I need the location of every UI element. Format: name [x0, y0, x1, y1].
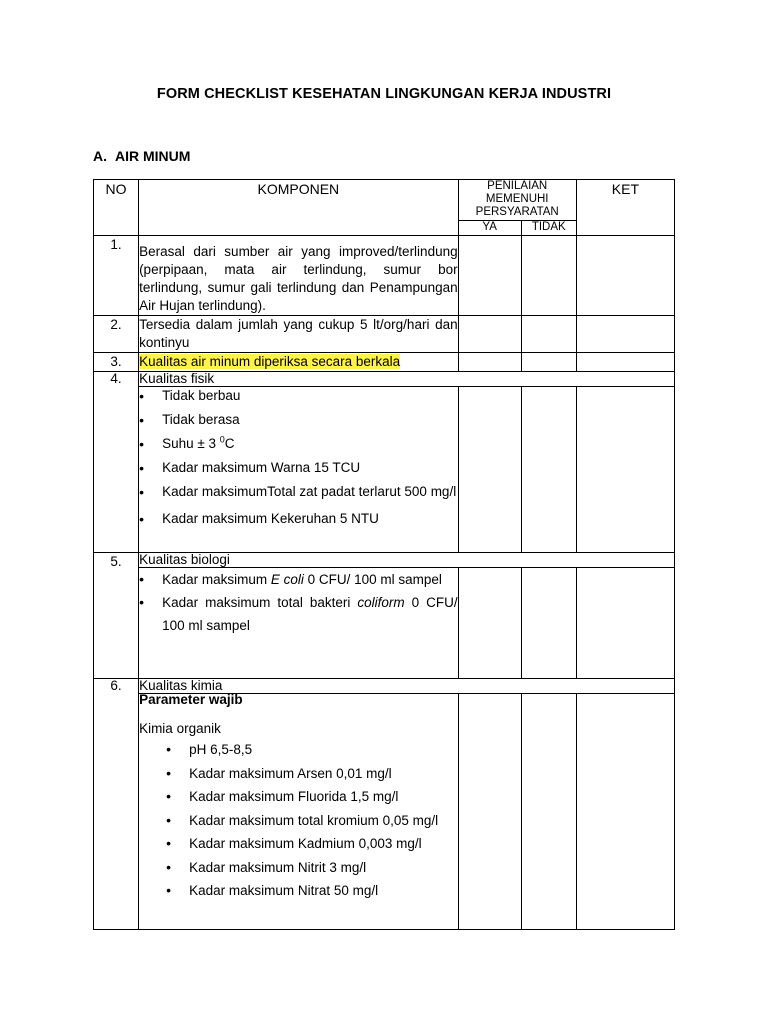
italic-term: E coli: [270, 572, 304, 587]
ket-cell[interactable]: [576, 316, 674, 353]
list-item: • Kadar maksimum Arsen 0,01 mg/l: [166, 762, 458, 786]
list-item: • Kadar maksimumTotal zat padat terlarut 500 mg/l: [139, 480, 458, 504]
row-heading: Kualitas fisik: [139, 372, 675, 387]
ket-cell[interactable]: [576, 387, 674, 553]
group-label: Kimia organik: [139, 721, 221, 736]
row-komponen: [139, 387, 459, 553]
check-ya-cell[interactable]: [458, 316, 521, 353]
fisik-list: [139, 387, 458, 528]
check-tidak-cell[interactable]: [521, 353, 576, 372]
row-komponen: [139, 353, 459, 372]
text-run: 0 CFU/ 100 ml sampel: [303, 572, 442, 587]
row-heading: Kualitas biologi: [139, 553, 675, 568]
header-ya: YA: [458, 221, 521, 236]
ket-cell[interactable]: [576, 353, 674, 372]
list-item: • Kadar maksimum Kadmium 0,003 mg/l: [166, 832, 458, 856]
row-number: 2.: [94, 316, 139, 353]
biologi-list: [139, 568, 458, 637]
ket-cell[interactable]: [576, 694, 674, 930]
text-run: 0 CFU/ 100 ml sampel: [162, 595, 458, 633]
check-tidak-cell[interactable]: [521, 387, 576, 553]
section-letter: A.: [93, 148, 107, 164]
list-item: • Tidak berasa: [139, 411, 458, 429]
list-item: • pH 6,5-8,5: [166, 738, 458, 762]
checklist-table: [93, 179, 675, 930]
row-number: 1.: [94, 236, 139, 316]
komponen-text: Berasal dari sumber air yang improved/terlindung (perpipaan, mata air terlindung, sumur bor terlindung, sumur gali terlindung dan Penampungan Air Hujan terlindung).: [139, 244, 458, 313]
list-item: [139, 435, 458, 453]
list-item: • Kadar maksimum total kromium 0,05 mg/l: [166, 809, 458, 833]
text-run: Kadar maksimum: [162, 572, 271, 587]
table-row: [94, 353, 675, 372]
row-heading: Kualitas kimia: [139, 679, 675, 694]
list-item: [139, 591, 458, 637]
kimia-list: [166, 738, 458, 903]
row-number: 5.: [94, 553, 139, 679]
table-row: [94, 236, 675, 316]
table-row: [94, 316, 675, 353]
list-item: • Kadar maksimum Kekeruhan 5 NTU: [139, 510, 458, 528]
row-komponen: [139, 316, 459, 353]
list-item: • Kadar maksimum Warna 15 TCU: [139, 459, 458, 477]
check-tidak-cell[interactable]: [521, 236, 576, 316]
row-komponen: [139, 236, 459, 316]
row-number: 3.: [94, 353, 139, 372]
suhu-unit: C: [224, 436, 235, 451]
header-penilaian: PENILAIAN MEMENUHI PERSYARATAN: [458, 180, 576, 221]
row-number: 6.: [94, 679, 139, 930]
table-row: [94, 372, 675, 387]
check-ya-cell[interactable]: [458, 353, 521, 372]
header-ket: KET: [576, 180, 674, 236]
ket-cell[interactable]: [576, 236, 674, 316]
check-tidak-cell[interactable]: [521, 568, 576, 679]
check-ya-cell[interactable]: [458, 568, 521, 679]
list-item: • Tidak berbau: [139, 387, 458, 405]
subheading: Parameter wajib: [139, 692, 243, 707]
row-komponen: [139, 694, 459, 930]
section-name: AIR MINUM: [115, 148, 191, 164]
section-heading: [93, 148, 190, 164]
table-row: [94, 694, 675, 930]
check-ya-cell[interactable]: [458, 236, 521, 316]
list-item: • Kadar maksimum Fluorida 1,5 mg/l: [166, 785, 458, 809]
table-row: [94, 568, 675, 679]
check-ya-cell[interactable]: [458, 387, 521, 553]
ket-cell[interactable]: [576, 568, 674, 679]
suhu-prefix: Suhu ± 3: [162, 436, 220, 451]
header-tidak: TIDAK: [521, 221, 576, 236]
list-item: • Kadar maksimum Nitrat 50 mg/l: [166, 879, 458, 903]
list-item: • Kadar maksimum Nitrit 3 mg/l: [166, 856, 458, 880]
row-number: 4.: [94, 372, 139, 553]
komponen-text: Tersedia dalam jumlah yang cukup 5 lt/org/hari dan kontinyu: [139, 317, 458, 350]
suhu-sup: 0: [219, 434, 225, 445]
highlighted-text: Kualitas air minum diperiksa secara berkala: [139, 354, 401, 369]
row-komponen: [139, 568, 459, 679]
text-run: Kadar maksimum total bakteri: [162, 595, 358, 610]
check-tidak-cell[interactable]: [521, 694, 576, 930]
list-item: [139, 568, 458, 591]
header-komponen: KOMPONEN: [139, 180, 459, 236]
table-row: [94, 553, 675, 568]
check-tidak-cell[interactable]: [521, 316, 576, 353]
table-row: [94, 387, 675, 553]
header-no: NO: [94, 180, 139, 236]
page-title: FORM CHECKLIST KESEHATAN LINGKUNGAN KERJA INDUSTRI: [156, 86, 612, 102]
italic-term: coliform: [357, 595, 405, 610]
check-ya-cell[interactable]: [458, 694, 521, 930]
